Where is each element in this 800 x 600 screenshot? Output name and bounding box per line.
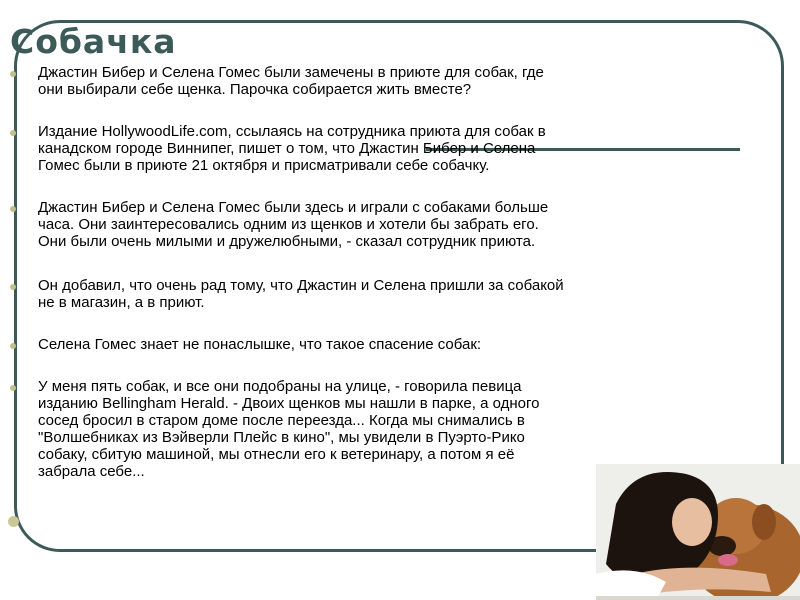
- empty-bullet-icon: [8, 516, 19, 527]
- item-line: Издание HollywoodLife.com, ссылаясь на сотрудника приюта для собак в: [38, 123, 546, 140]
- item-line: не в магазин, а в приют.: [38, 294, 205, 311]
- photo-girl-with-dog: [596, 464, 800, 600]
- list-item: [38, 378, 678, 480]
- item-line: забрала себе...: [38, 463, 145, 480]
- list-item: [38, 277, 678, 311]
- photo-illustration: [596, 464, 800, 600]
- item-line: Джастин Бибер и Селена Гомес были замечены в приюте для собак, где: [38, 64, 544, 81]
- bullet-icon: [10, 284, 16, 290]
- slide-title: Собачка: [10, 22, 177, 61]
- item-line: Они были очень милыми и дружелюбными, - сказал сотрудник приюта.: [38, 233, 536, 250]
- item-line: собаку, сбитую машиной, мы отнесли его к ветеринару, а потом я её: [38, 446, 515, 463]
- item-line: сосед бросил в старом доме после переезда... Когда мы снимались в: [38, 412, 525, 429]
- item-line: Он добавил, что очень рад тому, что Джастин и Селена пришли за собакой: [38, 277, 564, 294]
- bullet-icon: [10, 71, 16, 77]
- item-line: канадском городе Виннипег, пишет о том, что Джастин Бибер и Селена: [38, 140, 536, 157]
- item-line: У меня пять собак, и все они подобраны на улице, - говорила певица: [38, 378, 522, 395]
- list-item: [38, 336, 678, 353]
- item-line: часа. Они заинтересовались одним из щенков и хотели бы забрать его.: [38, 216, 539, 233]
- item-line: Селена Гомес знает не понаслышке, что такое спасение собак:: [38, 336, 482, 353]
- list-item: [38, 123, 678, 174]
- bullet-icon: [10, 206, 16, 212]
- bullet-icon: [10, 385, 16, 391]
- list-item: [38, 64, 678, 98]
- bullet-icon: [10, 343, 16, 349]
- item-line: они выбирали себе щенка. Парочка собирается жить вместе?: [38, 81, 472, 98]
- bullet-icon: [10, 130, 16, 136]
- item-line: "Волшебниках из Вэйверли Плейс в кино", мы увидели в Пуэрто-Рико: [38, 429, 525, 446]
- list-item: [38, 199, 678, 250]
- item-line: Джастин Бибер и Селена Гомес были здесь и играли с собаками больше: [38, 199, 549, 216]
- item-line: Гомес были в приюте 21 октября и присматривали себе собачку.: [38, 157, 490, 174]
- item-line: изданию Bellingham Herald. - Двоих щенков мы нашли в парке, а одного: [38, 395, 540, 412]
